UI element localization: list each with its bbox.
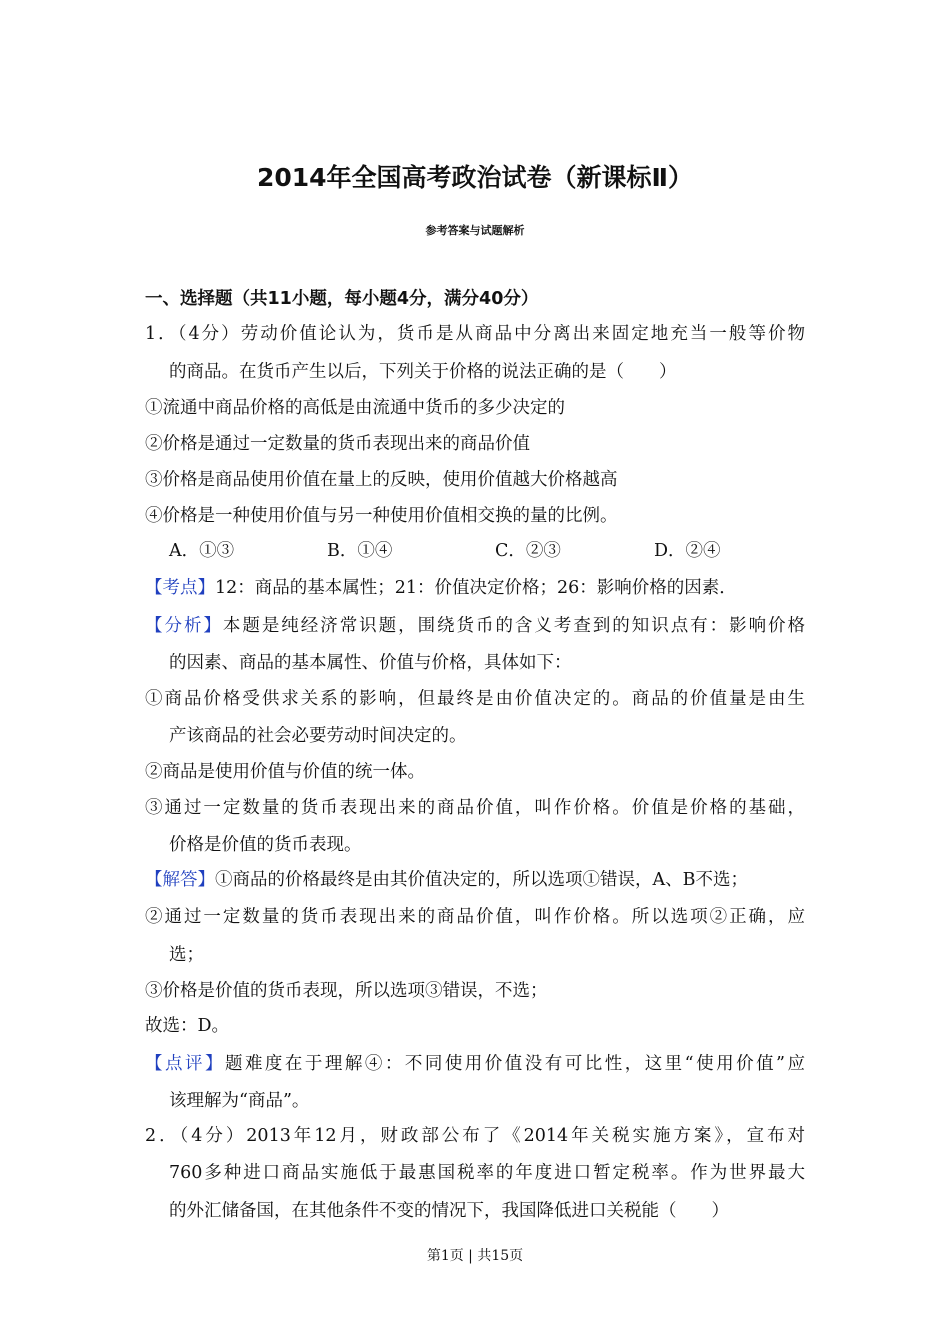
q1-item-3: ③价格是商品使用价值在量上的反映，使用价值越大价格越高	[145, 470, 618, 490]
document-title: 2014年全国高考政治试卷（新课标Ⅱ）	[256, 163, 694, 192]
fenxi-line6: ③通过一定数量的货币表现出来的商品价值，叫作价格。价值是价格的基础，	[145, 798, 805, 818]
fenxi-line4: 产该商品的社会必要劳动时间决定的。	[169, 726, 467, 746]
jieda-line2: ②通过一定数量的货币表现出来的商品价值，叫作价格。所以选项②正确，应	[145, 907, 805, 927]
q1-stem-line1: 1．（4分）劳动价值论认为，货币是从商品中分离出来固定地充当一般等价物	[145, 324, 805, 344]
jieda-line1	[145, 868, 748, 892]
fenxi-text1: 本题是纯经济常识题，围绕货币的含义考查到的知识点有：影响价格	[222, 616, 806, 636]
kaodian-line	[145, 576, 737, 600]
jieda-text1: ①商品的价格最终是由其价值决定的，所以选项①错误，A、B不选；	[215, 870, 748, 890]
kaodian-tag: 【考点】	[145, 578, 215, 598]
dianping-tag: 【点评】	[145, 1054, 225, 1074]
q1-item-4: ④价格是一种使用价值与另一种使用价值相交换的量的比例。	[145, 506, 618, 526]
q1-option-b: B．①④	[327, 541, 393, 561]
fenxi-line3: ①商品价格受供求关系的影响，但最终是由价值决定的。商品的价值量是由生	[145, 689, 805, 709]
jieda-tag: 【解答】	[145, 870, 215, 890]
page-footer: 第1页 | 共15页	[426, 1248, 524, 1264]
jieda-line5: 故选：D。	[145, 1016, 230, 1036]
dianping-line1	[145, 1052, 805, 1076]
fenxi-tag: 【分析】	[145, 616, 223, 636]
q2-stem-line1: 2．（4分）2013年12月，财政部公布了《2014年关税实施方案》，宣布对	[145, 1126, 805, 1146]
q2-stem-line2: 760多种进口商品实施低于最惠国税率的年度进口暂定税率。作为世界最大	[169, 1163, 805, 1183]
q1-item-2: ②价格是通过一定数量的货币表现出来的商品价值	[145, 434, 530, 454]
fenxi-line5: ②商品是使用价值与价值的统一体。	[145, 762, 425, 782]
kaodian-text: 12：商品的基本属性；21：价值决定价格；26：影响价格的因素．	[215, 578, 737, 598]
dianping-line2: 该理解为“商品”。	[169, 1091, 310, 1111]
q1-stem-line2: 的商品。在货币产生以后，下列关于价格的说法正确的是（ ）	[169, 362, 677, 382]
q1-option-d: D．②④	[654, 541, 721, 561]
fenxi-line1	[145, 614, 805, 638]
q1-option-c: C．②③	[495, 541, 561, 561]
fenxi-line7: 价格是价值的货币表现。	[169, 835, 362, 855]
section-heading: 一、选择题（共11小题，每小题4分，满分40分）	[145, 289, 539, 309]
q2-stem-line3: 的外汇储备国，在其他条件不变的情况下，我国降低进口关税能（ ）	[169, 1201, 729, 1221]
dianping-text1: 题难度在于理解④：不同使用价值没有可比性，这里“使用价值”应	[224, 1054, 805, 1074]
q1-option-a: A．①③	[169, 541, 235, 561]
document-subtitle: 参考答案与试题解析	[425, 224, 525, 237]
jieda-line3: 选；	[169, 945, 204, 965]
q1-item-1: ①流通中商品价格的高低是由流通中货币的多少决定的	[145, 398, 565, 418]
fenxi-line2: 的因素、商品的基本属性、价值与价格，具体如下：	[169, 653, 572, 673]
jieda-line4: ③价格是价值的货币表现，所以选项③错误，不选；	[145, 981, 548, 1001]
